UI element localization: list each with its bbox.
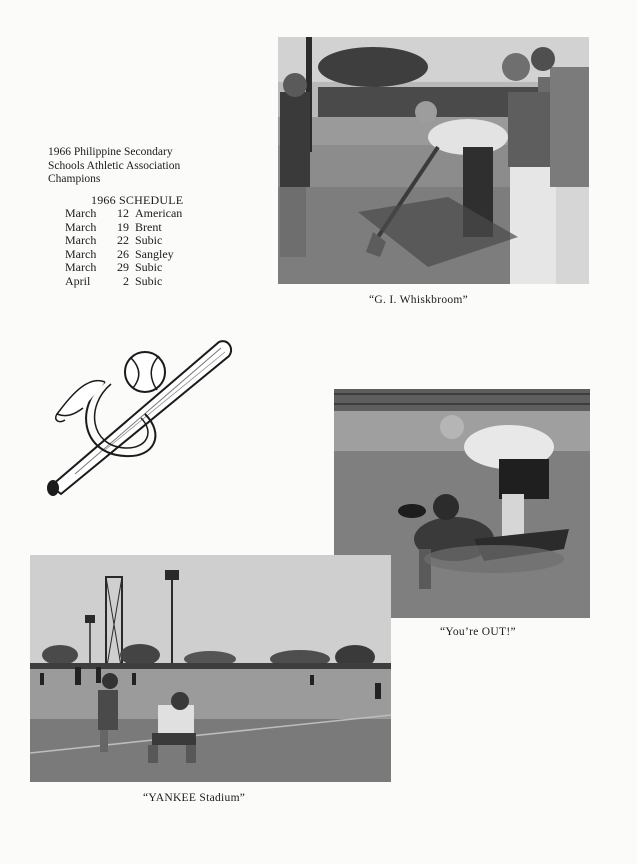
schedule-month: April: [65, 273, 91, 288]
photo-whiskbroom: [278, 37, 589, 284]
schedule-month: March: [65, 246, 97, 261]
photo-whiskbroom-image: [278, 37, 589, 284]
photo-yankee-stadium-image: [30, 555, 391, 782]
photo-yankee-stadium-caption: “YANKEE Stadium”: [143, 792, 246, 804]
schedule-row: [65, 248, 205, 262]
heading-line: 1966 Philippine Secondary: [48, 146, 173, 158]
schedule-row: [65, 261, 205, 275]
schedule-day: 12: [117, 206, 129, 220]
photo-yankee-stadium: [30, 555, 391, 782]
schedule-month: March: [65, 219, 97, 234]
schedule-opponent: American: [135, 206, 183, 220]
schedule-row: [65, 221, 205, 235]
schedule-title: 1966 SCHEDULE: [91, 193, 184, 207]
schedule-month: March: [65, 260, 97, 275]
schedule-day: 22: [117, 233, 129, 248]
heading-line: Schools Athletic Association: [48, 159, 181, 172]
champions-heading: [48, 146, 223, 187]
schedule-row: [65, 275, 205, 289]
schedule-list: [65, 207, 205, 289]
schedule-day: 26: [117, 246, 129, 261]
photo-youre-out-caption: “You’re OUT!”: [440, 626, 516, 638]
heading-line: Champions: [48, 173, 101, 185]
schedule-opponent: Subic: [135, 260, 163, 275]
schedule-row: [65, 207, 205, 221]
schedule-month: March: [65, 206, 97, 220]
schedule-day: 19: [117, 219, 129, 234]
schedule-opponent: Subic: [135, 233, 163, 248]
schedule-opponent: Brent: [135, 219, 162, 234]
schedule-row: [65, 234, 205, 248]
schedule-day: 2: [123, 273, 129, 288]
schedule-opponent: Subic: [135, 273, 163, 288]
photo-whiskbroom-caption: “G. I. Whiskbroom”: [369, 294, 469, 306]
schedule-opponent: Sangley: [135, 246, 174, 261]
schedule-day: 29: [117, 260, 129, 275]
baseball-bat-and-ball-icon: [45, 334, 235, 496]
schedule-month: March: [65, 233, 97, 248]
